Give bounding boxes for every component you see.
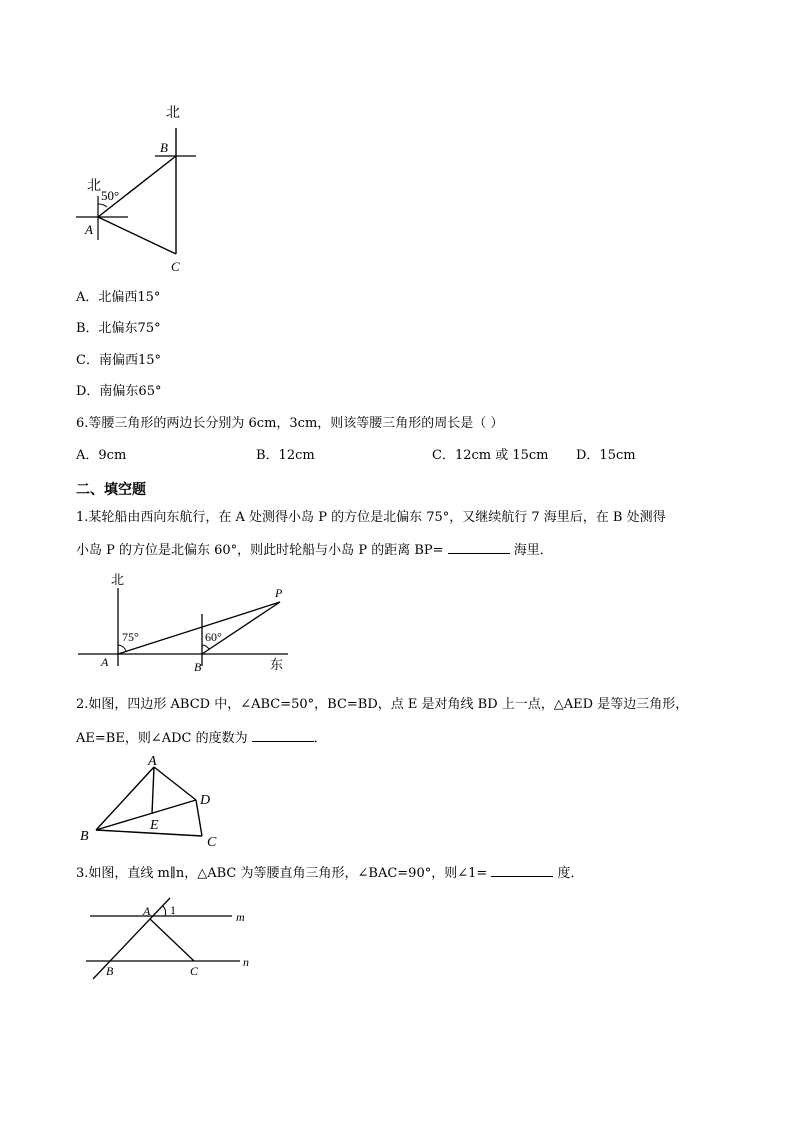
fill3-line [76,864,584,882]
point-c-label: C [190,964,199,978]
point-a-label: A [143,904,151,918]
point-b-label: B [194,660,202,674]
compass-figure [70,98,210,278]
point-c-label: C [171,259,180,274]
angle-label-50: 50° [101,188,120,203]
fill2-text-post: ． [313,731,327,746]
point-b-label: B [80,829,89,844]
point-a-label: A [148,754,157,769]
angle-label-1: 1 [170,903,176,917]
segment-ac [150,919,194,961]
fill2-answer-blank[interactable] [252,729,314,742]
q5-option-c: C．南偏西15° [76,353,161,368]
point-b-label: B [160,140,168,155]
angle-label-60: 60° [205,630,222,644]
angle-label-75: 75° [122,630,139,644]
north-label-left: 北 [87,179,101,194]
fill2-text-pre: AE=BE，则∠ADC 的度数为 [76,731,252,746]
angle-arc-1 [163,906,166,916]
segment-ac [98,217,176,254]
segment-ba-extended [93,898,170,979]
fill3-text-pre: 3.如图，直线 m∥n，△ABC 为等腰直角三角形，∠BAC=90°，则∠1= [76,866,492,881]
fill2-figure [76,750,236,850]
fill1-line1: 1.某轮船由西向东航行，在 A 处测得小岛 P 的方位是北偏东 75°，又继续航行 7 海里后，在 B 处测得 [76,510,666,525]
fill2-line2 [76,729,327,747]
fill1-figure [75,568,295,676]
point-c-label: C [207,835,217,850]
point-d-label: D [200,793,211,808]
q6-option-b: B．12cm [256,448,315,463]
segment-bd [96,800,196,830]
fill2-line1: 2.如图，四边形 ABCD 中，∠ABC=50°，BC=BD，点 E 是对角线 BD 上一点，△AED 是等边三角形， [76,697,689,712]
north-label-top: 北 [166,106,180,121]
line-m-label: m [236,910,245,924]
fill3-figure [80,893,255,983]
fill3-answer-blank[interactable] [491,864,553,877]
segment-ad [154,767,196,800]
q6-option-c: C．12cm 或 15cm [432,448,549,463]
line-n-label: n [243,955,249,969]
point-e-label: E [150,818,159,833]
segment-ae [152,767,154,814]
q6-stem: 6.等腰三角形的两边长分别为 6cm，3cm，则该等腰三角形的周长是（ ） [76,416,504,431]
segment-ab [98,156,176,217]
point-b-label: B [106,964,114,978]
fill1-text-pre: 小岛 P 的方位是北偏东 60°，则此时轮船与小岛 P 的距离 BP= [76,543,448,558]
point-a-label: A [101,655,109,669]
east-label: 东 [270,657,284,672]
fill1-text-post: 海里． [509,543,553,558]
segment-ap [118,602,280,654]
fill1-line2 [76,541,553,559]
q6-option-d: D．15cm [576,448,636,463]
point-p-label: P [275,586,283,600]
q5-option-b: B．北偏东75° [76,321,161,336]
fill1-answer-blank[interactable] [448,541,510,554]
segment-bc [96,830,202,836]
segment-ab [96,767,154,830]
section-title: 二、填空题 [76,482,146,498]
q5-option-a: A．北偏西15° [76,290,161,305]
north-label: 北 [111,572,125,587]
q5-option-d: D．南偏东65° [76,384,162,399]
segment-bp [202,602,280,654]
angle-arc-b [202,645,209,649]
angle-arc-a [118,645,126,651]
fill3-text-post: 度． [553,866,584,881]
q6-option-a: A．9cm [76,448,127,463]
point-a-label: A [85,222,93,237]
angle-arc-a [98,204,107,207]
